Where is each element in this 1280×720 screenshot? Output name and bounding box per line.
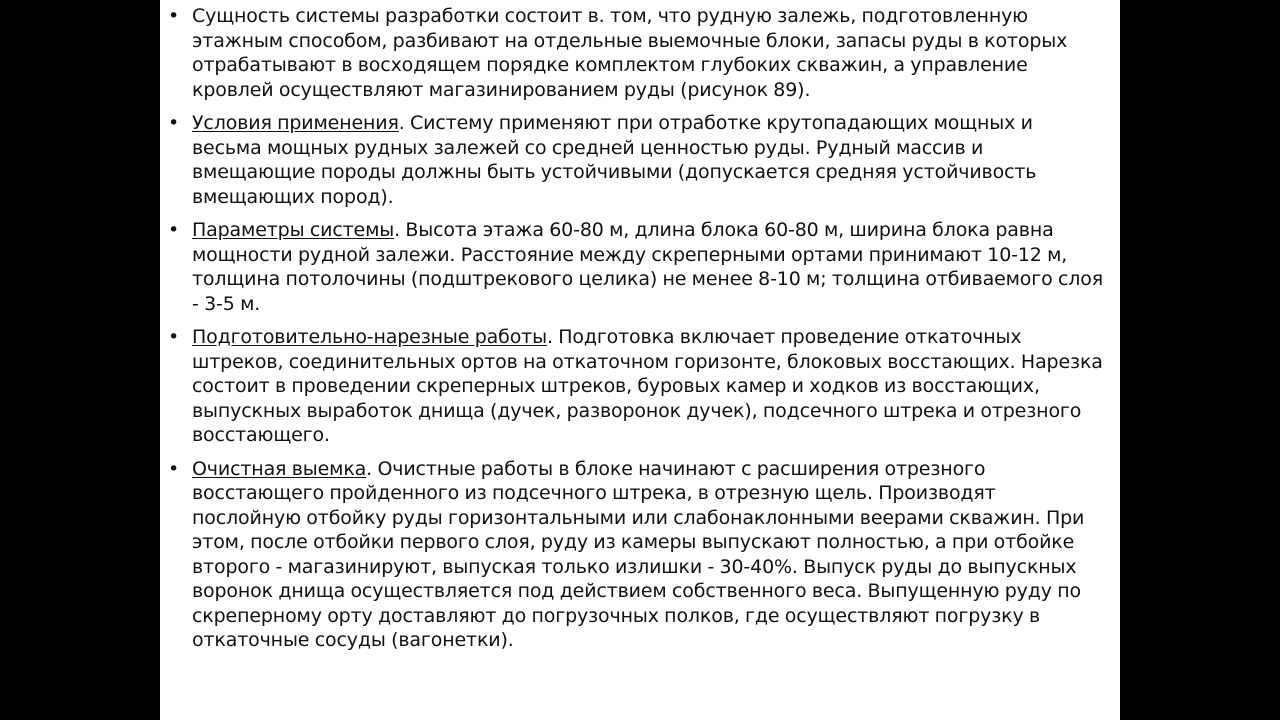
bullet-item-parameters xyxy=(160,218,1120,316)
bullet-list xyxy=(160,4,1120,662)
bullet-item-stoping xyxy=(160,457,1120,653)
paragraph-text: Сущность системы разработки состоит в. том, что рудную залежь, подготовленную этажным способом, разбивают на отдельные выемочные блоки, запасы руды в которых отрабатывают в восходящем порядке комплектом глубоких скважин, а управление кровлей осуществляют магазинированием руды (рисунок 89). xyxy=(192,5,1068,101)
term-heading: Подготовительно-нарезные работы xyxy=(192,326,547,348)
paragraph-text: . Высота этажа 60-80 м, длина блока 60-80 м, ширина блока равна мощности рудной залежи. Расстояние между скреперными ортами принимают 10-12 м, толщина потолочины (подштрекового целика) не менее 8-10 м; толщина отбиваемого слоя - 3-5 м. xyxy=(192,219,1104,315)
bullet-icon: • xyxy=(168,457,180,480)
term-heading: Параметры системы xyxy=(192,219,395,241)
term-heading: Условия применения xyxy=(192,112,399,134)
bullet-item-conditions xyxy=(160,111,1120,209)
paragraph-text: . Подготовка включает проведение откаточных штреков, соединительных ортов на откаточном горизонте, блоковых восстающих. Нарезка состоит в проведении скреперных штреков, буровых камер и ходков из восстающих, выпускных выработок днища (дучек, разворонок дучек), подсечного штрека и отрезного восстающего. xyxy=(192,326,1103,446)
paragraph-text: . Систему применяют при отработке крутопадающих мощных и весьма мощных рудных залежей со средней ценностью руды. Рудный массив и вмещающие породы должны быть устойчивыми (допускается средняя устойчивость вмещающих пород). xyxy=(192,112,1037,208)
paragraph-text: . Очистные работы в блоке начинают с расширения отрезного восстающего пройденного из подсечного штрека, в отрезную щель. Производят послойную отбойку руды горизонтальными или слабонаклонными веерами скважин. При этом, после отбойки первого слоя, руду из камеры выпускают полностью, а при отбойке второго - магазинируют, выпуская только излишки - 30-40%. Выпуск руды до выпускных воронок днища осуществляется под действием собственного веса. Выпущенную руду по скреперному орту доставляют до погрузочных полков, где осуществляют погрузку в откаточные сосуды (вагонетки). xyxy=(192,457,1085,651)
bullet-icon: • xyxy=(168,326,180,348)
bullet-item-essence xyxy=(160,4,1120,102)
bullet-item-development xyxy=(160,325,1120,448)
term-heading: Очистная выемка xyxy=(192,457,367,480)
slide xyxy=(160,0,1120,720)
bullet-icon: • xyxy=(168,219,180,241)
bullet-icon: • xyxy=(168,112,180,134)
bullet-icon: • xyxy=(168,5,180,27)
